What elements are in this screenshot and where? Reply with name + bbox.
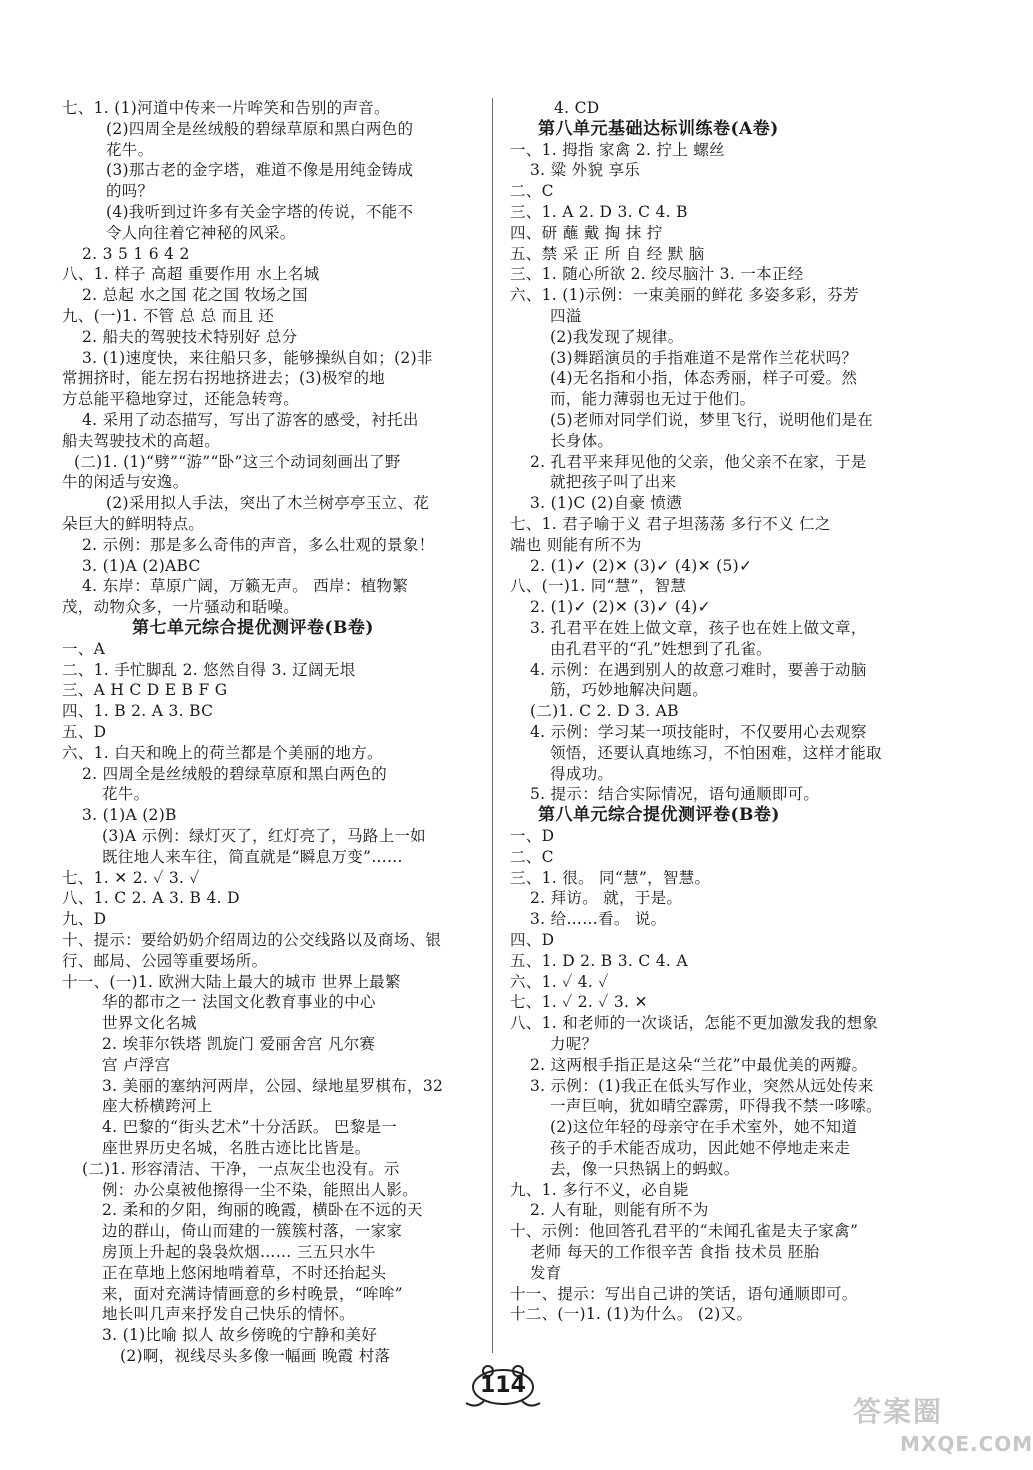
answer-line: 3. (1)速度快，来往船只多，能够操纵自如；(2)非 (82, 348, 433, 367)
answer-line: 七、1. (1)河道中传来一片哞笑和告别的声音。 (62, 99, 390, 117)
answer-line: (5)老师对同学们说，梦里飞行，说明他们是在 (550, 411, 874, 429)
answer-line: 常拥挤时，能左拐右拐地挤进去；(3)极窄的地 (62, 369, 386, 388)
answer-line: 六、1. (1)示例：一束美丽的鲜花 多姿多彩，芬芳 (510, 286, 859, 305)
answer-line: (4)无名指和小指，体态秀丽，样子可爱。然 (550, 369, 858, 388)
answer-line: (3)A 示例：绿灯灭了，红灯亮了，马路上一如 (102, 827, 426, 845)
answer-line: 十一、提示：写出自己讲的笑话，语句通顺即可。 (510, 1284, 858, 1303)
answer-line: 华的都市之一 法国文化教育事业的中心 (102, 993, 376, 1012)
answer-line: 四、研 蘸 戴 掏 抹 拧 (510, 223, 663, 242)
answer-line: 2. 总起 水之国 花之国 牧场之国 (82, 286, 308, 305)
answer-line: (3)那古老的金字塔，难道不像是用纯金铸成 (106, 161, 414, 180)
answer-line: 九、D (62, 910, 107, 929)
answer-line: 七、1. ✕ 2. ✓ 3. ✓ (62, 868, 200, 887)
answer-line: 3. (1)比喻 拟人 故乡傍晚的宁静和美好 (102, 1326, 378, 1345)
answer-line: 3. 示例：(1)我正在低头写作业，突然从远处传来 (530, 1076, 874, 1095)
answer-line: 世界文化名城 (102, 1014, 197, 1033)
answer-line: 由孔君平的“孔”姓想到了孔雀。 (550, 639, 772, 658)
answer-line: 3. 孔君平在姓上做文章，孩子也在姓上做文章， (530, 619, 867, 637)
section-title: 第八单元基础达标训练卷(A卷) (538, 118, 779, 139)
answer-line: 来，面对充满诗情画意的乡村晚景，“哞哞” (102, 1284, 403, 1303)
answer-line: 4. CD (554, 99, 600, 117)
answer-line: (2)啊，视线尽头多像一幅画 晚霞 村落 (120, 1347, 391, 1365)
answer-line: (2)这位年轻的母亲守在手术室外，她不知道 (550, 1118, 858, 1137)
answer-line: (二)1. C 2. D 3. AB (530, 702, 679, 721)
answer-line: 去，像一只热锅上的蚂蚁。 (550, 1159, 740, 1178)
answer-line: (二)1. 形容清洁、干净，一点灰尘也没有。示 (82, 1159, 400, 1178)
answer-line: 令人向往着它神秘的风采。 (106, 223, 296, 242)
answer-line: 边的群山，倚山而建的一簇簇村落，一家家 (102, 1222, 403, 1241)
answer-line: 四、D (510, 931, 555, 949)
answer-line: 3. (1)A (2)B (82, 806, 177, 825)
answer-line: 筋，巧妙地解决问题。 (550, 681, 709, 700)
answer-line: 2. 人有耻，则能有所不为 (530, 1201, 709, 1220)
answer-line: 力呢？ (550, 1035, 598, 1053)
answer-line: 而，能力薄弱也无过于他们。 (550, 390, 756, 409)
answer-line: 3. (1)A (2)ABC (82, 556, 201, 575)
answer-line: 正在草地上悠闲地啃着草，不时还抬起头 (102, 1263, 387, 1282)
answer-line: 三、1. 随心所欲 2. 绞尽脑汁 3. 一本正经 (510, 265, 804, 284)
answer-line: 2. 四周全是丝绒般的碧绿草原和黑白两色的 (82, 764, 388, 783)
answer-line: 二、C (510, 182, 554, 201)
answer-line: 3. 粱 外貌 享乐 (530, 161, 641, 180)
answer-line: 一声巨响，犹如晴空霹雳，吓得我不禁一哆嗦。 (550, 1097, 882, 1116)
answer-line: 三、A H C D E B F G (62, 681, 228, 700)
answer-line: 5. 提示：结合实际情况，语句通顺即可。 (530, 785, 820, 804)
answer-line: 三、1. 很。 同“慧”，智慧。 (510, 868, 711, 887)
answer-line: 3. 给……看。 说。 (530, 910, 667, 929)
answer-line: (二)1. (1)“劈”“游”“卧”这三个动词刻画出了野 (74, 452, 401, 471)
answer-line: 六、1. ✓ 4. ✓ (510, 972, 609, 991)
answer-line: 长身体。 (550, 431, 614, 450)
answer-line: 八、1. C 2. A 3. B 4. D (62, 889, 240, 908)
answer-line: 花牛。 (102, 785, 150, 804)
answer-line: 八、(一)1. 同“慧”，智慧 (510, 577, 687, 596)
answer-line: 五、1. D 2. B 3. C 4. A (510, 951, 688, 970)
section-title: 第七单元综合提优测评卷(B卷) (132, 618, 374, 638)
answer-line: 2. (1)✓ (2)✕ (3)✓ (4)✓ (530, 598, 711, 617)
answer-line: 的吗？ (106, 182, 154, 201)
answer-line: 方总能平稳地穿过，还能急转弯。 (62, 390, 300, 409)
section-title: 第八单元综合提优测评卷(B卷) (538, 805, 780, 826)
answer-line: 座大桥横跨河上 (102, 1097, 213, 1116)
answer-line: 十、提示：要给奶奶介绍周边的公交线路以及商场、银 (62, 931, 442, 949)
answer-line: 三、1. A 2. D 3. C 4. B (510, 203, 688, 221)
answer-line: 座世界历史名城，名胜古迹比比皆是。 (102, 1139, 371, 1157)
answer-line: 2. 船夫的驾驶技术特别好 总分 (82, 327, 298, 346)
page-number: 114 (480, 1373, 526, 1398)
answer-line: (2)四周全是丝绒般的碧绿草原和黑白两色的 (106, 119, 414, 138)
answer-line: 房顶上升起的袅袅炊烟…… 三五只水牛 (102, 1243, 376, 1261)
answer-line: 五、禁 采 正 所 自 经 默 脑 (510, 244, 705, 263)
page-number-badge (458, 1363, 548, 1413)
answer-line: 端也 则能有所不为 (510, 535, 642, 554)
answer-line: 3. (1)C (2)自豪 愤懑 (530, 494, 683, 513)
answer-line: (3)舞蹈演员的手指难道不是常作兰花状吗？ (550, 348, 858, 367)
answer-line: 朵巨大的鲜明特点。 (62, 515, 205, 533)
answer-line: 十二、(一)1. (1)为什么。 (2)又。 (510, 1305, 753, 1324)
answer-line: 2. 这两根手指正是这朵“兰花”中最优美的两瓣。 (530, 1055, 868, 1074)
answer-line: (2)采用拟人手法，突出了木兰树亭亭玉立、花 (106, 494, 430, 513)
answer-line: 地长叫几声来抒发自己快乐的情怀。 (102, 1305, 355, 1324)
answer-line: 二、C (510, 847, 554, 866)
answer-line: (2)我发现了规律。 (550, 327, 684, 346)
watermark-url: MXQE.COM (900, 1432, 1033, 1456)
answer-line: 2. 3 5 1 6 4 2 (82, 244, 190, 263)
answer-line: 2. 柔和的夕阳，绚丽的晚霞，横卧在不远的天 (102, 1201, 423, 1220)
answer-line: 四溢 (550, 307, 582, 325)
answer-line: 2. 埃菲尔铁塔 凯旋门 爱丽舍宫 凡尔赛 (102, 1035, 376, 1053)
answer-line: 行、邮局、公园等重要场所。 (62, 951, 268, 970)
answer-line: 十一、(一)1. 欧洲大陆上最大的城市 世界上最繁 (62, 972, 401, 991)
answer-line: 宫 卢浮宫 (102, 1055, 171, 1074)
answer-line: 得成功。 (550, 764, 614, 783)
answer-line: 六、1. 白天和晚上的荷兰都是个美丽的地方。 (62, 743, 383, 762)
answer-line: 七、1. 君子喻于义 君子坦荡荡 多行不义 仁之 (510, 515, 831, 533)
answer-line: 五、D (62, 723, 107, 741)
answer-line: 牛的闲适与安逸。 (62, 473, 189, 492)
site-watermark-logo (845, 1390, 1033, 1470)
answer-line: 一、1. 拇指 家禽 2. 拧上 螺丝 (510, 140, 725, 159)
answer-line: 发育 (530, 1263, 562, 1282)
answer-line: 4. 示例：在遇到别人的故意刁难时，要善于动脑 (530, 660, 867, 679)
answer-line: 3. 美丽的塞纳河两岸，公园、绿地星罗棋布，32 (102, 1076, 444, 1095)
answer-line: 4. 示例：学习某一项技能时，不仅要用心去观察 (530, 723, 867, 741)
answer-line: 十、示例：他回答孔君平的“未闻孔雀是夫子家禽” (510, 1222, 859, 1241)
answer-line: 一、D (510, 827, 555, 845)
answer-line: 既往地人来车往，简直就是“瞬息万变”…… (102, 847, 403, 866)
answer-line: 领悟，还要认真地练习，不怕困难，这样才能取 (550, 743, 882, 762)
answer-line: 2. 示例：那是多么奇伟的声音，多么壮观的景象！ (82, 535, 435, 554)
answer-line: 2. (1)✓ (2)✕ (3)✓ (4)✕ (5)✓ (530, 556, 753, 575)
answer-line: 九、(一)1. 不管 总 总 而且 还 (62, 307, 275, 325)
answer-line: (4)我听到过许多有关金字塔的传说，不能不 (106, 203, 414, 221)
answer-line: 船夫驾驶技术的高超。 (62, 431, 221, 450)
answer-line: 2. 拜访。 就，于是。 (530, 889, 683, 908)
answer-line: 4. 采用了动态描写，写出了游客的感受，衬托出 (82, 411, 419, 429)
answer-line: 一、A (62, 639, 106, 658)
answer-line: 八、1. 样子 高超 重要作用 水上名城 (62, 265, 320, 284)
answer-line: 就把孩子叫了出来 (550, 473, 677, 492)
watermark-text: 答案圈 (853, 1395, 944, 1428)
answer-line: 四、1. B 2. A 3. BC (62, 702, 214, 721)
answer-line: 七、1. ✓ 2. ✓ 3. ✕ (510, 993, 648, 1012)
answer-line: 茂，动物众多，一片骚动和聒噪。 (62, 598, 300, 617)
answer-line: 2. 孔君平来拜见他的父亲，他父亲不在家，于是 (530, 452, 867, 471)
answer-line: 花牛。 (106, 140, 154, 159)
answer-line: 孩子的手术能否成功，因此她不停地走来走 (550, 1139, 851, 1157)
answer-line: 老师 每天的工作很辛苦 食指 技术员 胚胎 (530, 1243, 820, 1261)
answer-line: 4. 巴黎的“街头艺术”十分活跃。 巴黎是一 (102, 1118, 398, 1137)
answer-line: 八、1. 和老师的一次谈话，怎能不更加激发我的想象 (510, 1014, 879, 1033)
answer-line: 例：办公桌被他擦得一尘不染，能照出人影。 (102, 1180, 419, 1199)
answer-line: 4. 东岸：草原广阔，万籁无声。 西岸：植物繁 (82, 577, 409, 596)
answer-line: 九、1. 多行不义，必自毙 (510, 1180, 689, 1199)
column-divider (492, 98, 493, 1353)
answer-line: 二、1. 手忙脚乱 2. 悠然自得 3. 辽阔无垠 (62, 660, 356, 679)
